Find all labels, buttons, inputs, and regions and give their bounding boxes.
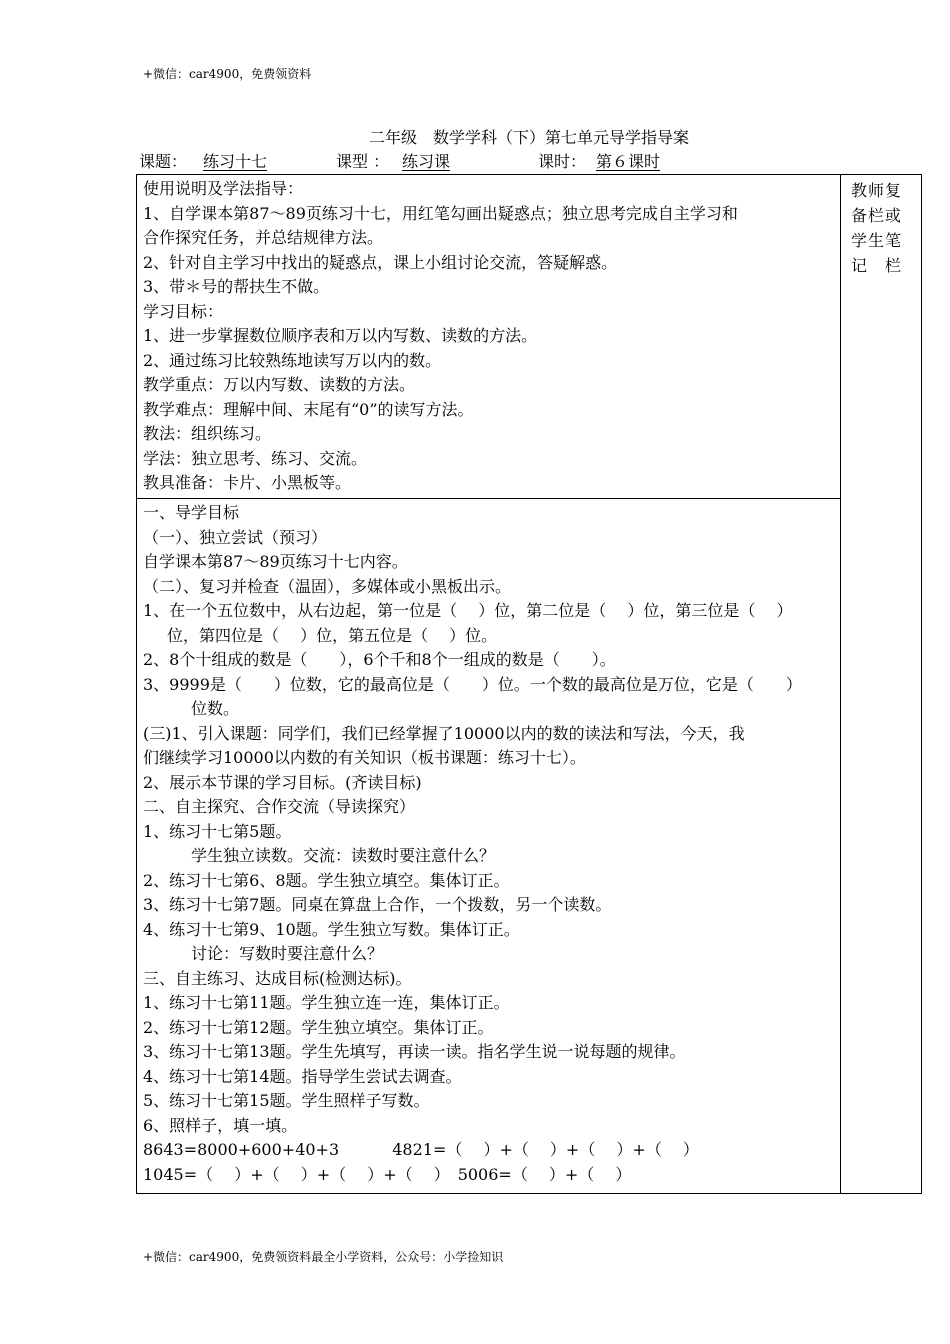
period-value: 第６课时 <box>596 152 661 171</box>
section-heading: 二、自主探究、合作交流（导读探究） <box>143 797 416 816</box>
type-label: 课型 ： <box>336 152 390 171</box>
text-line: 3、练习十七第13题。学生先填写，再读一读。指名学生说一说每题的规律。 <box>143 1042 686 1061</box>
instructions-section <box>143 177 839 496</box>
text-line: 1、进一步掌握数位顺序表和万以内写数、读数的方法。 <box>143 326 538 345</box>
side-column-line: 教师复 <box>851 181 903 200</box>
text-line: (三)1、引入课题：同学们，我们已经掌握了10000以内的数的读法和写法，今天，我 <box>143 723 745 743</box>
text-line: 3、练习十七第7题。同桌在算盘上合作，一个拨数，另一个读数。 <box>143 895 612 914</box>
teacher-notes-column <box>851 178 913 278</box>
equation-line: 8643=8000+600+40+3 4821=（ ）+（ ）+（ ）+（ ） <box>143 1140 699 1159</box>
text-line: 2、练习十七第6、8题。学生独立填空。集体订正。 <box>143 870 510 890</box>
text-line: 2、通过练习比较熟练地读写万以内的数。 <box>143 350 442 370</box>
side-column-line: 记 栏 <box>851 256 903 275</box>
side-column-line: 备栏或 <box>851 206 903 225</box>
topic-value: 练习十七 <box>203 152 268 171</box>
section-heading: 使用说明及学法指导： <box>143 179 304 198</box>
text-line: （一）、独立尝试（预习） <box>143 527 328 547</box>
text-line: 5、练习十七第15题。学生照样子写数。 <box>143 1091 430 1110</box>
text-line: 学法：独立思考、练习、交流。 <box>143 448 368 468</box>
text-line: 教学重点：万以内写数、读数的方法。 <box>143 375 416 394</box>
text-line: 2、练习十七第12题。学生独立填空。集体订正。 <box>143 1017 494 1037</box>
text-line: 4、练习十七第14题。指导学生尝试去调查。 <box>143 1066 462 1086</box>
type-value: 练习课 <box>402 152 451 171</box>
text-line: 学生独立读数。交流：读数时要注意什么？ <box>191 846 496 865</box>
document-title: 二年级 数学学科（下）第七单元导学指导案 <box>368 128 689 147</box>
exercise-line: 2、8个十组成的数是（ ），6个千和8个一组成的数是（ ）。 <box>143 650 616 669</box>
text-line: 2、展示本节课的学习目标。(齐读目标) <box>143 772 422 792</box>
text-line: 合作探究任务，并总结规律方法。 <box>143 228 384 247</box>
text-line: 教法：组织练习。 <box>143 424 272 443</box>
text-line: 1、练习十七第5题。 <box>143 821 292 841</box>
section-heading: 一、导学目标 <box>143 503 240 522</box>
text-line: 3、带＊号的帮扶生不做。 <box>143 277 330 296</box>
text-line: 自学课本第87～89页练习十七内容。 <box>143 552 408 571</box>
text-line: 6、照样子，填一填。 <box>143 1115 298 1135</box>
side-column-line: 学生笔 <box>851 231 903 250</box>
text-line: 教学难点：理解中间、末尾有“0”的读写方法。 <box>143 399 474 419</box>
topic-label: 课题： <box>139 152 188 171</box>
text-line: （二）、复习并检查（温固），多媒体或小黑板出示。 <box>143 576 512 596</box>
text-line: 4、练习十七第9、10题。学生独立写数。集体订正。 <box>143 919 520 939</box>
text-line: 1、自学课本第87～89页练习十七，用红笔勾画出疑惑点；独立思考完成自主学习和 <box>143 203 738 223</box>
section-heading: 学习目标： <box>143 301 224 321</box>
section-heading: 三、自主练习、达成目标(检测达标)。 <box>143 968 412 988</box>
equation-line: 1045=（ ）+（ ）+（ ）+（ ） 5006=（ ）+（ ） <box>143 1164 632 1184</box>
exercise-line: 位数。 <box>191 699 240 718</box>
footer-note: +微信：car4900，免费领资料最全小学资料，公众号：小学捡知识 <box>143 1250 504 1264</box>
text-line: 1、练习十七第11题。学生独立连一连，集体订正。 <box>143 993 510 1012</box>
header-note: +微信：car4900，免费领资料 <box>143 67 312 81</box>
period-label: 课时： <box>538 152 587 171</box>
exercise-line: 1、在一个五位数中，从右边起，第一位是（ ）位，第二位是（ ）位，第三位是（ ） <box>143 601 793 620</box>
exercise-line: 3、9999是（ ）位数，它的最高位是（ ）位。一个数的最高位是万位，它是（ ） <box>143 674 802 694</box>
text-line: 讨论：写数时要注意什么？ <box>191 944 384 963</box>
exercise-line: 位，第四位是（ ）位，第五位是（ ）位。 <box>167 625 498 645</box>
row-divider <box>137 498 840 499</box>
column-divider <box>840 175 841 1193</box>
text-line: 2、针对自主学习中找出的疑惑点，课上小组讨论交流，答疑解惑。 <box>143 252 618 272</box>
guide-table <box>136 174 922 1194</box>
text-line: 们继续学习10000以内数的有关知识（板书课题：练习十七）。 <box>143 748 586 767</box>
lesson-procedure-section <box>143 501 839 1187</box>
text-line: 教具准备：卡片、小黑板等。 <box>143 473 352 492</box>
